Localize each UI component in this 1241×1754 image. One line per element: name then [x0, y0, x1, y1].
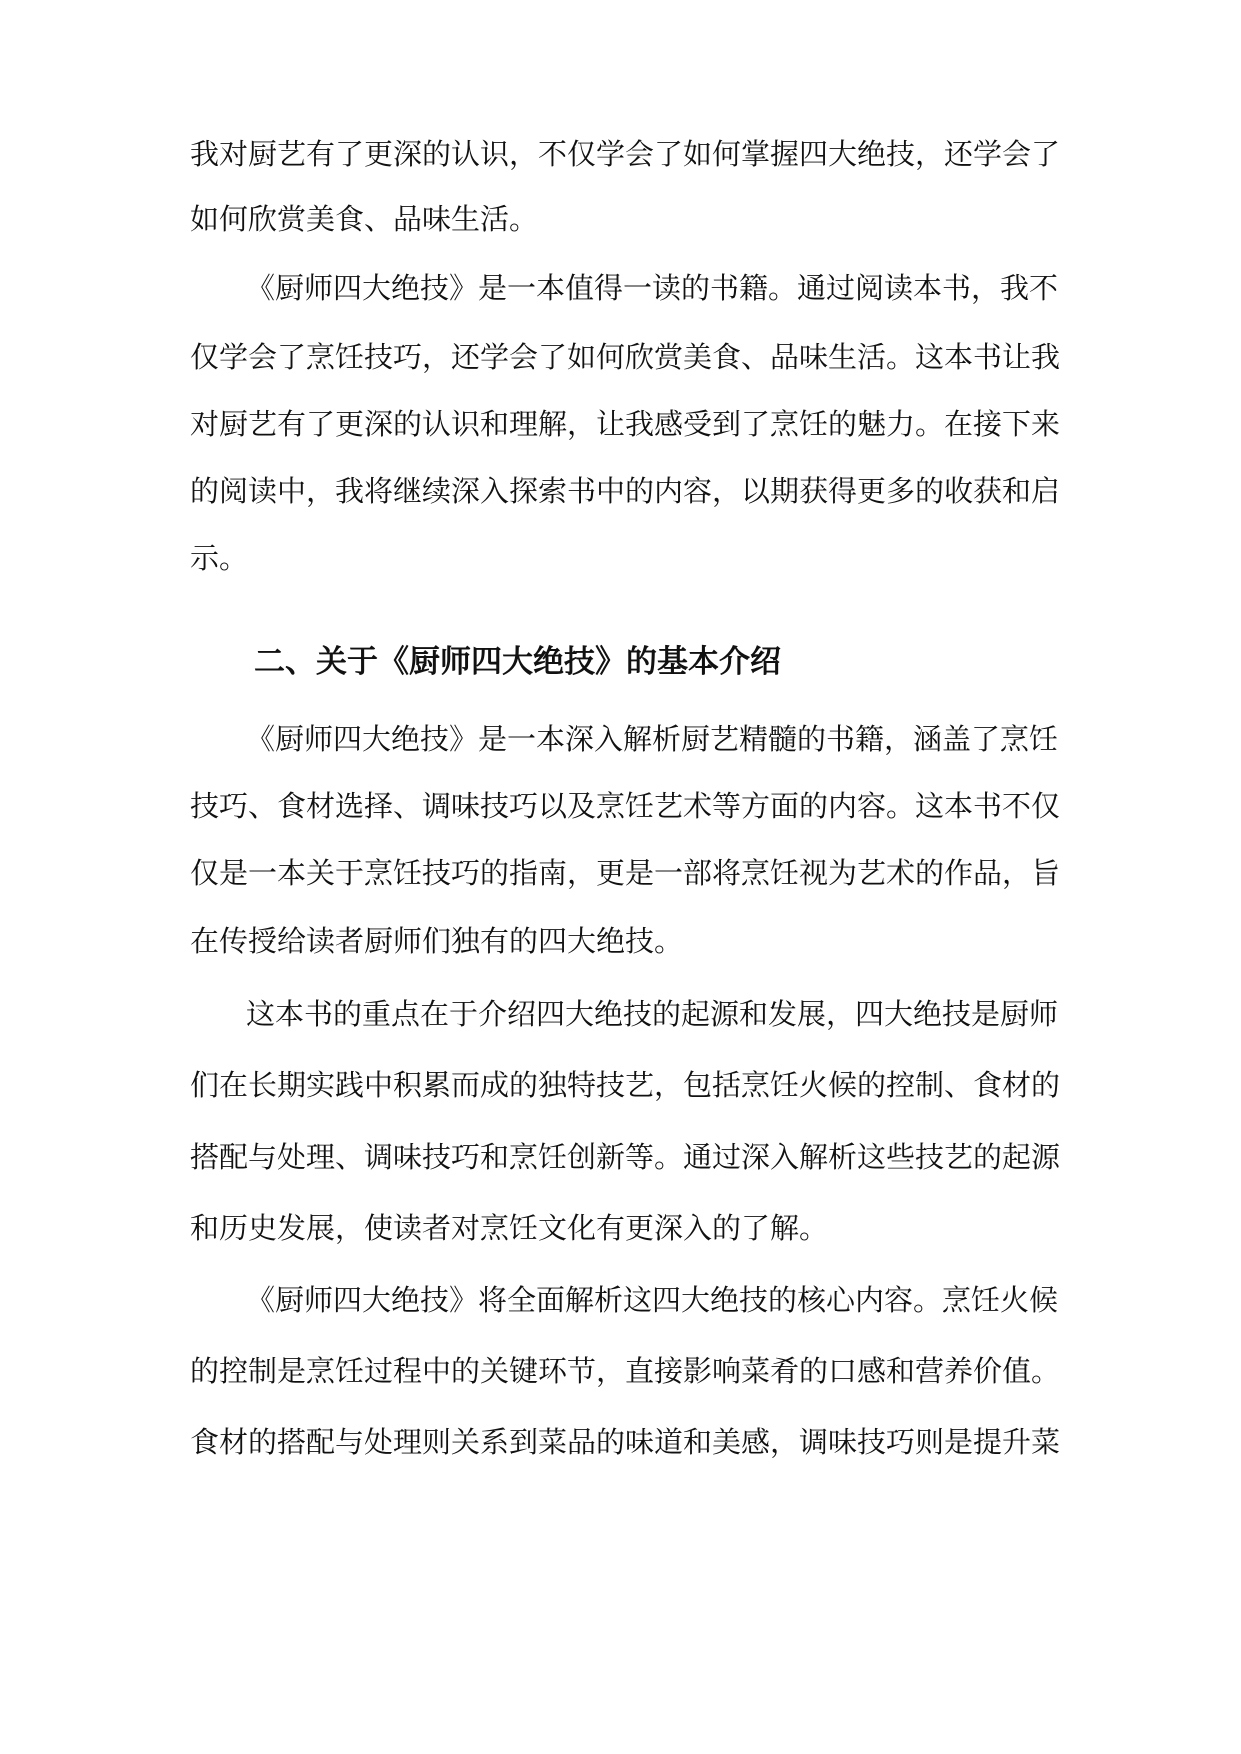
- body-text-line: 食材的搭配与处理则关系到菜品的味道和美感，调味技巧则是提升菜: [190, 1425, 1061, 1459]
- body-text-line: 们在长期实践中积累而成的独特技艺，包括烹饪火候的控制、食材的: [190, 1068, 1061, 1102]
- body-text-line: 《厨师四大绝技》是一本深入解析厨艺精髓的书籍，涵盖了烹饪: [246, 722, 1059, 756]
- body-text-line: 和历史发展，使读者对烹饪文化有更深入的了解。: [190, 1211, 829, 1245]
- body-text-line: 的阅读中，我将继续深入探索书中的内容，以期获得更多的收获和启: [190, 474, 1061, 508]
- body-text-line: 如何欣赏美食、品味生活。: [190, 202, 539, 236]
- body-text-line: 对厨艺有了更深的认识和理解，让我感受到了烹饪的魅力。在接下来: [190, 407, 1061, 441]
- body-text-line: 《厨师四大绝技》将全面解析这四大绝技的核心内容。烹饪火候: [246, 1283, 1059, 1317]
- body-text-line: 仅学会了烹饪技巧，还学会了如何欣赏美食、品味生活。这本书让我: [190, 340, 1061, 374]
- body-text-line: 《厨师四大绝技》是一本值得一读的书籍。通过阅读本书，我不: [246, 271, 1059, 305]
- body-text-line: 的控制是烹饪过程中的关键环节，直接影响菜肴的口感和营养价值。: [190, 1354, 1061, 1388]
- body-text-line: 搭配与处理、调味技巧和烹饪创新等。通过深入解析这些技艺的起源: [190, 1140, 1061, 1174]
- body-text-line: 在传授给读者厨师们独有的四大绝技。: [190, 924, 684, 958]
- body-text-line: 仅是一本关于烹饪技巧的指南，更是一部将烹饪视为艺术的作品，旨: [190, 856, 1061, 890]
- body-text-line: 示。: [190, 541, 249, 575]
- body-text-line: 这本书的重点在于介绍四大绝技的起源和发展，四大绝技是厨师: [246, 997, 1059, 1031]
- section-heading: 二、关于《厨师四大绝技》的基本介绍: [254, 644, 781, 680]
- body-text-line: 技巧、食材选择、调味技巧以及烹饪艺术等方面的内容。这本书不仅: [190, 789, 1061, 823]
- body-text-line: 我对厨艺有了更深的认识，不仅学会了如何掌握四大绝技，还学会了: [190, 137, 1061, 171]
